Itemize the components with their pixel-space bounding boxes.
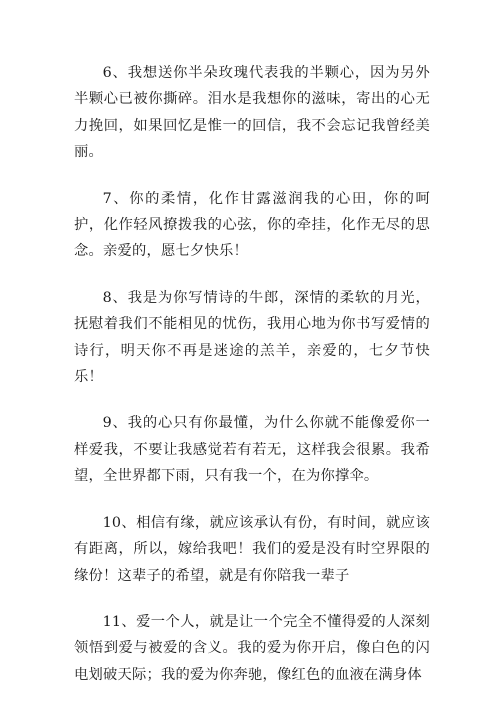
paragraph-11: 11、爱一个人，就是让一个完全不懂得爱的人深刻领悟到爱与被爱的含义。我的爱为你开启，像白色的闪电划破天际；我的爱为你奔驰，像红色的血液在满身体: [74, 613, 430, 683]
paragraph-6: 6、我想送你半朵玫瑰代表我的半颗心，因为另外半颗心已被你撕碎。泪水是我想你的滋味，寄出的心无力挽回，如果回忆是惟一的回信，我不会忘记我曾经美丽。: [74, 65, 430, 161]
document-body: [74, 60, 430, 708]
paragraph-8: 8、我是为你写情诗的牛郎，深情的柔软的月光，抚慰着我们不能相见的忧伤，我用心地为你书写爱情的诗行，明天你不再是迷途的羔羊，亲爱的，七夕节快乐！: [74, 289, 430, 386]
paragraph-9: 9、我的心只有你最懂，为什么你就不能像爱你一样爱我，不要让我感觉若有若无，这样我会很累。我希望，全世界都下雨，只有我一个，在为你撑伞。: [74, 415, 430, 485]
paragraph-7: 7、你的柔情，化作甘露滋润我的心田，你的呵护，化作轻风撩拨我的心弦，你的牵挂，化作无尽的思念。亲爱的，愿七夕快乐！: [74, 190, 430, 260]
paragraph-10: 10、相信有缘，就应该承认有份，有时间，就应该有距离，所以，嫁给我吧！我们的爱是没有时空界限的缘份！这辈子的希望，就是有你陪我一辈子: [74, 514, 430, 584]
